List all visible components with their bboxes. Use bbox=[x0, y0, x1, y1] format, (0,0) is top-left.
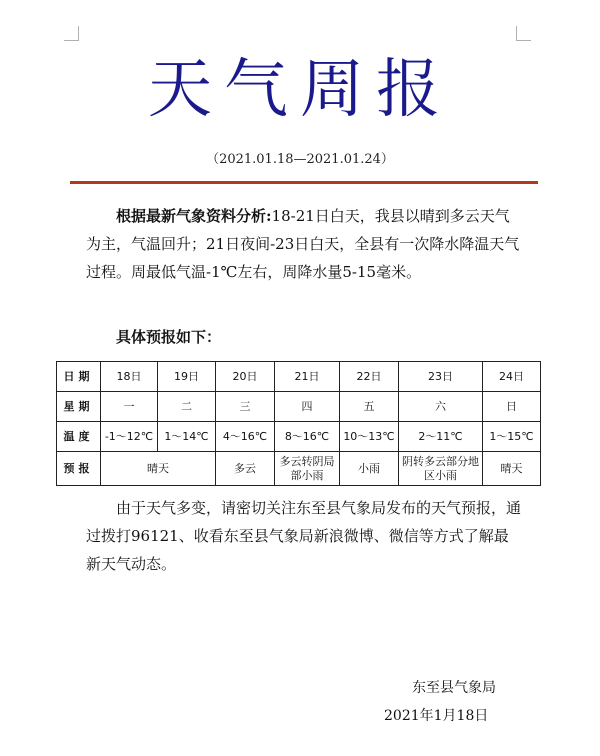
date-cell: 24日 bbox=[483, 362, 541, 392]
forecast-cell: 晴天 bbox=[483, 452, 541, 486]
forecast-cell: 阴转多云部分地区小雨 bbox=[399, 452, 483, 486]
signature-organization: 东至县气象局 bbox=[412, 680, 496, 696]
date-cell: 20日 bbox=[216, 362, 275, 392]
forecast-table bbox=[56, 361, 541, 486]
forecast-cell: 小雨 bbox=[340, 452, 399, 486]
table-row-weekday bbox=[57, 392, 541, 422]
forecast-subheading: 具体预报如下： bbox=[116, 328, 222, 346]
weekday-cell: 四 bbox=[275, 392, 340, 422]
date-cell: 19日 bbox=[158, 362, 216, 392]
weekday-cell: 六 bbox=[399, 392, 483, 422]
temperature-cell: 8～16℃ bbox=[275, 422, 340, 452]
weekday-cell: 日 bbox=[483, 392, 541, 422]
row-label-weekday: 星期 bbox=[57, 392, 101, 422]
date-cell: 18日 bbox=[101, 362, 158, 392]
table-row-forecast bbox=[57, 452, 541, 486]
closing-paragraph: 由于天气多变，请密切关注东至县气象局发布的天气预报，通过拨打96121、收看东至县气象局新浪微博、微信等方式了解最新天气动态。 bbox=[86, 499, 522, 573]
temperature-cell: 1～15℃ bbox=[483, 422, 541, 452]
table-row-temperature bbox=[57, 422, 541, 452]
temperature-cell: 10～13℃ bbox=[340, 422, 399, 452]
date-range: （2021.01.18—2021.01.24） bbox=[206, 152, 394, 167]
signature-date: 2021年1月18日 bbox=[384, 708, 489, 724]
page-corner-mark-right bbox=[516, 26, 531, 41]
temperature-cell: 2～11℃ bbox=[399, 422, 483, 452]
analysis-text: 18-21日白天，我县以晴到多云天气为主，气温回升；21日夜间-23日白天，全县有一次降水降温天气过程。周最低气温-1℃左右，周降水量5-15毫米。 bbox=[86, 207, 520, 281]
row-label-temperature: 温度 bbox=[57, 422, 101, 452]
row-label-date: 日期 bbox=[57, 362, 101, 392]
analysis-lead: 根据最新气象资料分析: bbox=[116, 207, 272, 225]
weekday-cell: 二 bbox=[158, 392, 216, 422]
page-corner-mark-left bbox=[64, 26, 79, 41]
weekday-cell: 一 bbox=[101, 392, 158, 422]
date-cell: 22日 bbox=[340, 362, 399, 392]
row-label-forecast: 预报 bbox=[57, 452, 101, 486]
forecast-cell: 晴天 bbox=[101, 452, 216, 486]
temperature-cell: 4～16℃ bbox=[216, 422, 275, 452]
temperature-cell: -1～12℃ bbox=[101, 422, 158, 452]
forecast-cell: 多云 bbox=[216, 452, 275, 486]
weekday-cell: 五 bbox=[340, 392, 399, 422]
page-title: 天气周报 bbox=[148, 53, 452, 127]
temperature-cell: 1～14℃ bbox=[158, 422, 216, 452]
title-divider bbox=[70, 181, 538, 184]
forecast-cell: 多云转阴局部小雨 bbox=[275, 452, 340, 486]
weekday-cell: 三 bbox=[216, 392, 275, 422]
date-cell: 21日 bbox=[275, 362, 340, 392]
analysis-paragraph bbox=[86, 202, 522, 286]
table-row-date bbox=[57, 362, 541, 392]
date-cell: 23日 bbox=[399, 362, 483, 392]
